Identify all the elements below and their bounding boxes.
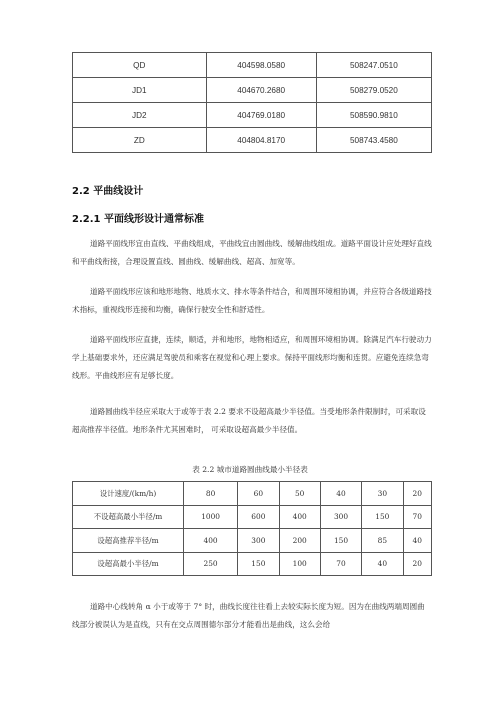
value-cell: 20 <box>403 482 432 506</box>
table-row <box>73 482 432 506</box>
x-coordinate-cell: 404598.0580 <box>206 53 316 78</box>
paragraph <box>72 403 432 439</box>
value-cell: 400 <box>184 529 238 553</box>
value-cell: 200 <box>279 529 320 553</box>
x-coordinate-cell: 404769.0180 <box>206 103 316 128</box>
y-coordinate-cell: 508247.0510 <box>316 53 431 78</box>
value-cell: 60 <box>238 482 279 506</box>
value-cell: 150 <box>362 505 403 529</box>
point-name-cell: JD1 <box>73 78 207 103</box>
paragraph-text: 道路平面线形宜由直线、平曲线组成，平曲线宜由圆曲线、缓解曲线组成。道路平面设计应处理好直线和平曲线衔接，合理设置直线、圆曲线、缓解曲线、超高、加宽等。 <box>72 239 432 266</box>
value-cell: 250 <box>184 552 238 576</box>
row-label-cell: 设超高最小半径/m <box>73 552 184 576</box>
value-cell: 300 <box>238 529 279 553</box>
value-cell: 100 <box>279 552 320 576</box>
value-cell: 600 <box>238 505 279 529</box>
paragraph <box>72 235 432 271</box>
value-cell: 400 <box>279 505 320 529</box>
table-row <box>73 103 432 128</box>
table-row <box>73 53 432 78</box>
value-cell: 1000 <box>184 505 238 529</box>
value-cell: 85 <box>362 529 403 553</box>
table-caption: 表 2.2 城市道路圆曲线最小半径表 <box>192 465 308 474</box>
y-coordinate-cell: 508590.9810 <box>316 103 431 128</box>
paragraph-text: 道路圆曲线半径应采取大于或等于表 2.2 要求不设超高最少半径值。当受地形条件限制时，可采取设超高推荐半径值。地形条件尤其困难时， 可采取设超高最少半径值。 <box>72 407 426 434</box>
paragraph <box>72 283 432 319</box>
value-cell: 30 <box>362 482 403 506</box>
value-cell: 300 <box>320 505 361 529</box>
coordinate-table <box>72 52 432 153</box>
point-name-cell: ZD <box>73 128 207 153</box>
radius-table <box>72 481 432 576</box>
table-row <box>73 78 432 103</box>
paragraph-text: 道路平面线形应该和地形地物、地质水文、排水等条件结合，和周围环境相协调，并应符合各级道路技术指标，重视线形连接和均衡，确保行驶安全性和舒适性。 <box>72 287 432 314</box>
row-label-cell: 设计速度/(km/h) <box>73 482 184 506</box>
value-cell: 40 <box>320 482 361 506</box>
x-coordinate-cell: 404804.8170 <box>206 128 316 153</box>
point-name-cell: JD2 <box>73 103 207 128</box>
table-row <box>73 505 432 529</box>
value-cell: 150 <box>238 552 279 576</box>
subsection-heading: 2.2.1 平面线形设计通常标准 <box>72 214 204 225</box>
value-cell: 70 <box>403 505 432 529</box>
x-coordinate-cell: 404670.2680 <box>206 78 316 103</box>
y-coordinate-cell: 508743.4580 <box>316 128 431 153</box>
table-row <box>73 529 432 553</box>
paragraph-text: 道路中心线转角 α 小于或等于 7° 时，曲线长度往往看上去较实际长度为短。因为在曲线两端周圆曲线部分被误认为是直线，只有在交点周围德尔部分才能看出是曲线，这么会给 <box>72 602 425 629</box>
value-cell: 40 <box>362 552 403 576</box>
y-coordinate-cell: 508279.0520 <box>316 78 431 103</box>
paragraph-text: 道路平面线形应直捷，连续，顺适，并和地形，地物相适应，和周围环境相协调。除满足汽车行驶动力学上基础要求外，还应满足驾驶员和乘客在视觉和心理上要求。保持平面线形均衡和连贯。应避免连续急弯线形。平曲线形应有足够长度。 <box>72 335 432 380</box>
section-heading: 2.2 平曲线设计 <box>72 186 144 197</box>
paragraph <box>72 598 432 634</box>
row-label-cell: 设超高推荐半径/m <box>73 529 184 553</box>
point-name-cell: QD <box>73 53 207 78</box>
value-cell: 50 <box>279 482 320 506</box>
value-cell: 80 <box>184 482 238 506</box>
paragraph <box>72 331 432 385</box>
value-cell: 20 <box>403 552 432 576</box>
value-cell: 40 <box>403 529 432 553</box>
value-cell: 70 <box>320 552 361 576</box>
table-row <box>73 128 432 153</box>
row-label-cell: 不设超高最小半径/m <box>73 505 184 529</box>
table-row <box>73 552 432 576</box>
value-cell: 150 <box>320 529 361 553</box>
